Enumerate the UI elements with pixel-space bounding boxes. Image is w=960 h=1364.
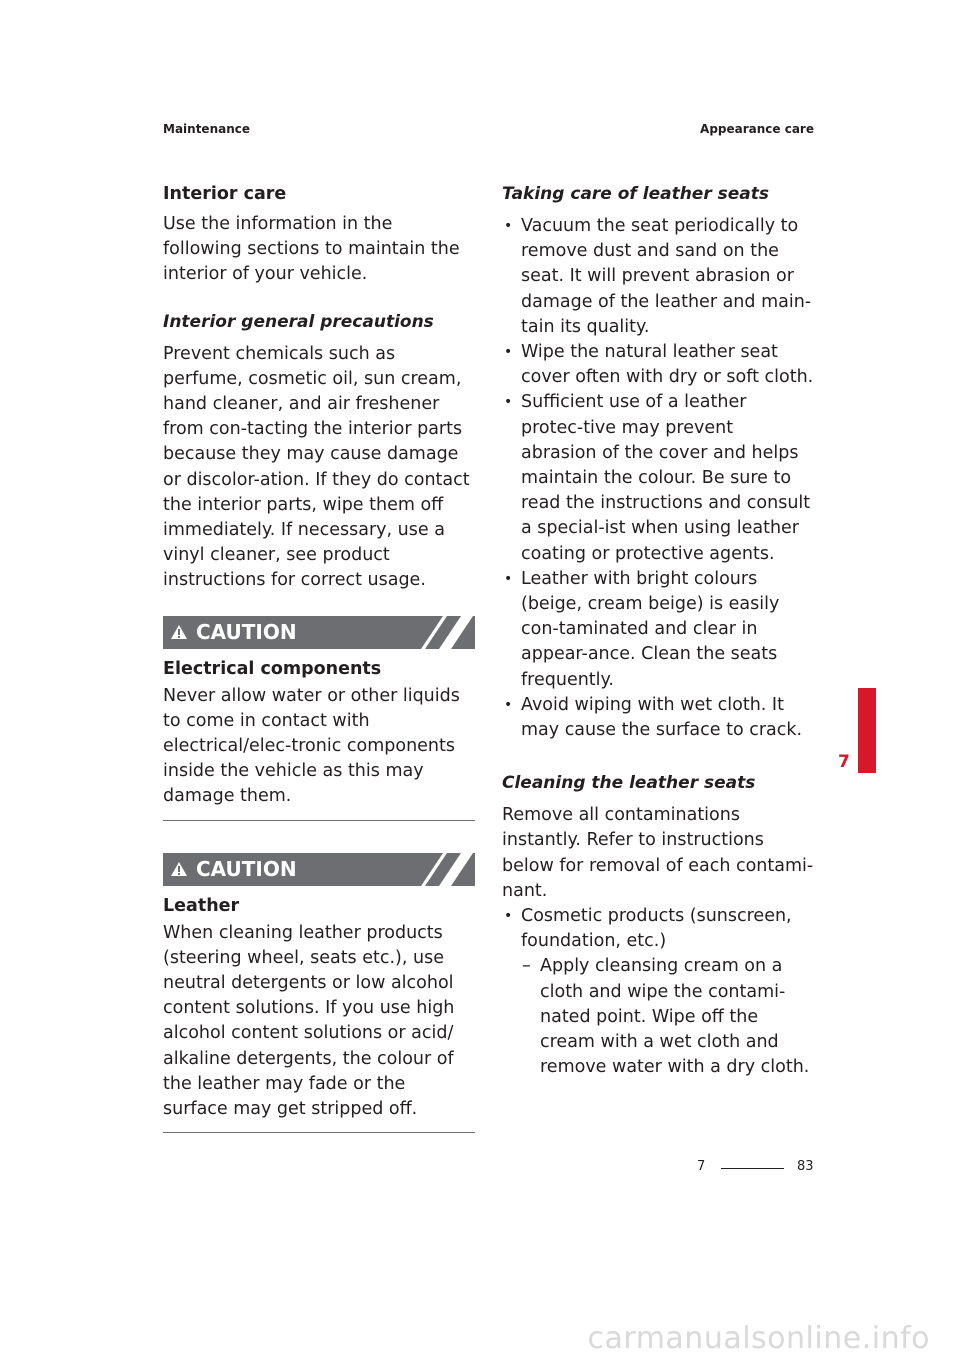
caution-body-leather: When cleaning leather products (steering wheel, seats etc.), use neutral detergents or low alcohol content solutions. If you use high alcohol content solutions or acid/ alkaline detergents, the colour of the leather may fade or the surface may get stripped off. (163, 922, 455, 1120)
sublist-item: – Apply cleansing cream on a cloth and wipe the contami-nated point. Wipe off the cream with a wet cloth and remove water with a dry cloth. (521, 954, 814, 1080)
caution-divider (163, 1132, 475, 1133)
list-item: • Wipe the natural leather seat cover often with dry or soft cloth. (502, 340, 814, 390)
warning-triangle-icon (170, 624, 188, 640)
footer-divider (721, 1168, 784, 1169)
footer-page-number: 83 (797, 1159, 814, 1174)
caution-banner-electrical (163, 616, 475, 649)
leather-care-list (502, 214, 814, 743)
general-precautions-body: Prevent chemicals such as perfume, cosmetic oil, sun cream, hand cleaner, and air freshener from con-tacting the interior parts because they may cause damage or discolor-ation. If they do contact the interior parts, wipe them off immediately. If necessary, use a vinyl cleaner, see product instructions for correct usage. (163, 343, 470, 591)
right-column (502, 182, 814, 1081)
warning-triangle-icon (170, 861, 188, 877)
list-item: • Vacuum the seat periodically to remove dust and sand on the seat. It will prevent abrasion or damage of the leather and main-tain its quality. (502, 214, 814, 340)
footer-chapter: 7 (697, 1159, 706, 1174)
cleaning-list (502, 904, 814, 1080)
cleaning-heading: Cleaning the leather seats (502, 773, 756, 794)
hazard-stripes-icon (415, 853, 475, 886)
caution-label: CAUTION (196, 619, 297, 644)
cleaning-body: Remove all contaminations instantly. Refer to instructions below for removal of each contami-nant. (502, 805, 814, 901)
hazard-stripes-icon (415, 616, 475, 649)
list-item: • Sufficient use of a leather protec-tive may prevent abrasion of the cover and helps maintain the colour. Be sure to read the instructions and consult a special-ist when using leather coating or protective agents. (502, 390, 814, 566)
watermark: carmanualsonline.info (587, 1321, 930, 1356)
caution-banner-leather (163, 853, 475, 886)
list-item (502, 904, 814, 1080)
caution-body-electrical: Never allow water or other liquids to come in contact with electrical/elec-tronic components inside the vehicle as this may damage them. (163, 685, 460, 807)
caution-heading-electrical: Electrical components (163, 658, 382, 679)
caution-heading-leather: Leather (163, 895, 240, 916)
chapter-tab (858, 688, 876, 773)
running-header-topic: Appearance care (700, 122, 814, 136)
intro-paragraph: Use the information in the following sections to maintain the interior of your vehicle. (163, 214, 460, 285)
section-title: Interior care (163, 184, 287, 204)
list-item-text: Cosmetic products (sunscreen, foundation, etc.) (521, 906, 792, 952)
chapter-tab-number: 7 (838, 752, 850, 772)
leather-care-heading: Taking care of leather seats (502, 184, 770, 204)
general-precautions-heading: Interior general precautions (163, 311, 434, 332)
left-column (163, 182, 475, 1133)
list-item: • Leather with bright colours (beige, cream beige) is easily con-taminated and clear in appear-ance. Clean the seats frequently. (502, 567, 814, 693)
list-item: • Avoid wiping with wet cloth. It may cause the surface to crack. (502, 693, 814, 743)
running-header-section: Maintenance (163, 122, 251, 136)
cleaning-sublist (521, 954, 814, 1080)
caution-label: CAUTION (196, 856, 297, 881)
